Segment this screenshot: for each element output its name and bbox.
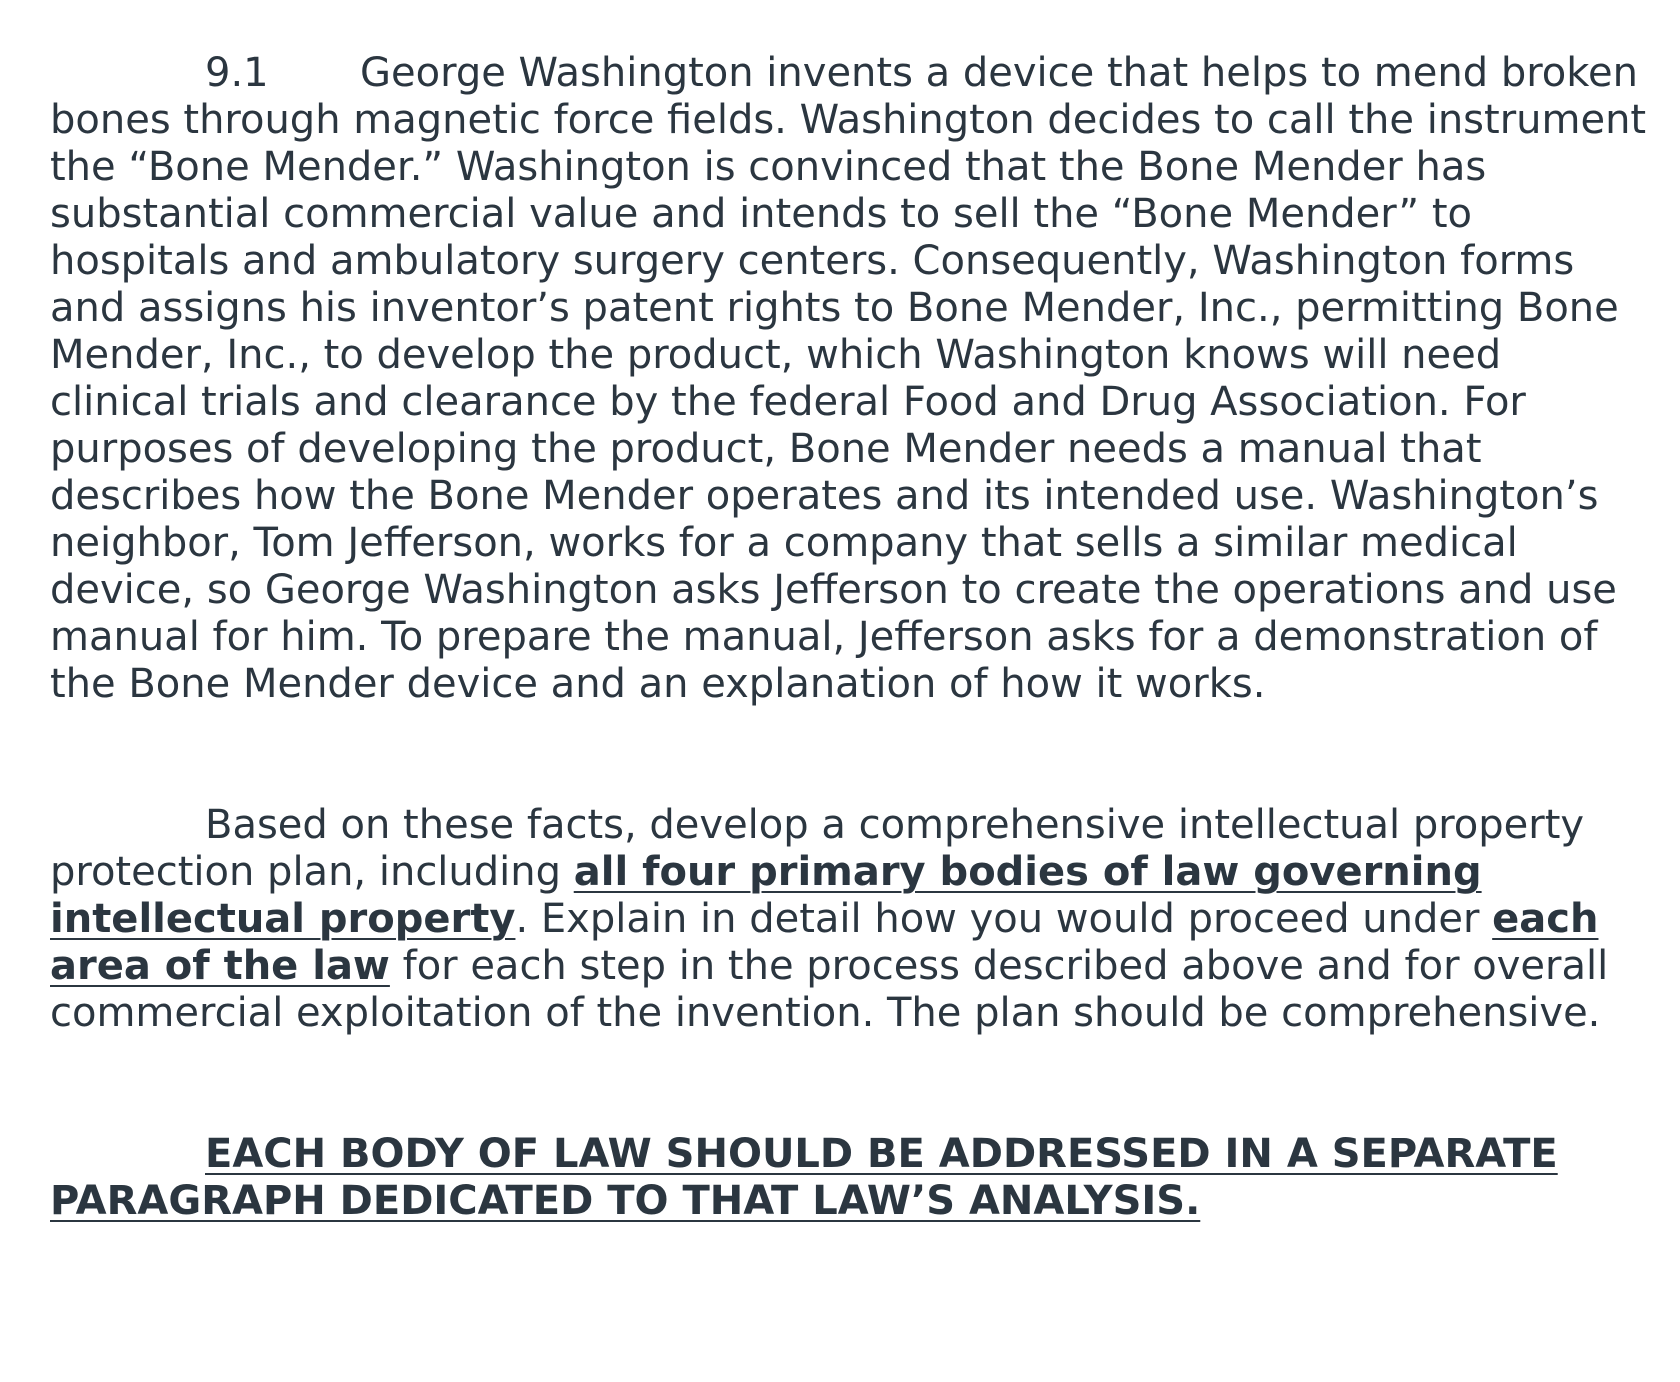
instructions-paragraph [50,802,1650,1037]
instructions-text-part-3: for each step in the process described above and for overall commercial exploitation of the invention. The plan should be comprehensive. [50,943,1609,1036]
document-body [50,50,1650,1225]
instructions-text-part-1: Based on these facts, develop a comprehensive intellectual property protection plan, including [50,802,1585,895]
question-number: 9.1 [205,50,269,96]
requirement-heading: EACH BODY OF LAW SHOULD BE ADDRESSED IN A SEPARATE PARAGRAPH DEDICATED TO THAT LAW’S ANALYSIS. [50,1131,1558,1224]
emphasis-each-area-of-law: each area of the law [50,896,1599,989]
emphasis-four-bodies-of-law: all four primary bodies of law governing intellectual property [50,849,1482,942]
question-paragraph [50,50,1650,708]
question-facts-text: George Washington invents a device that helps to mend broken bones through magnetic force fields. Washington decides to call the instrument the “Bone Mender.” Washington is convinced that the Bone Mender has substantial commercial value and intends to sell the “Bone Mender” to hospitals and ambulatory surgery centers. Consequently, Washington forms and assigns his inventor’s patent rights to Bone Mender, Inc., permitting Bone Mender, Inc., to develop the product, which Washington knows will need clinical trials and clearance by the federal Food and Drug Association. For purposes of developing the product, Bone Mender needs a manual that describes how the Bone Mender operates and its intended use. Washington’s neighbor, Tom Jefferson, works for a company that sells a similar medical device, so George Washington asks Jefferson to create the operations and use manual for him. To prepare the manual, Jefferson asks for a demonstration of the Bone Mender device and an explanation of how it works. [50,50,1647,707]
instructions-text-part-2: . Explain in detail how you would proceed under [515,896,1493,942]
